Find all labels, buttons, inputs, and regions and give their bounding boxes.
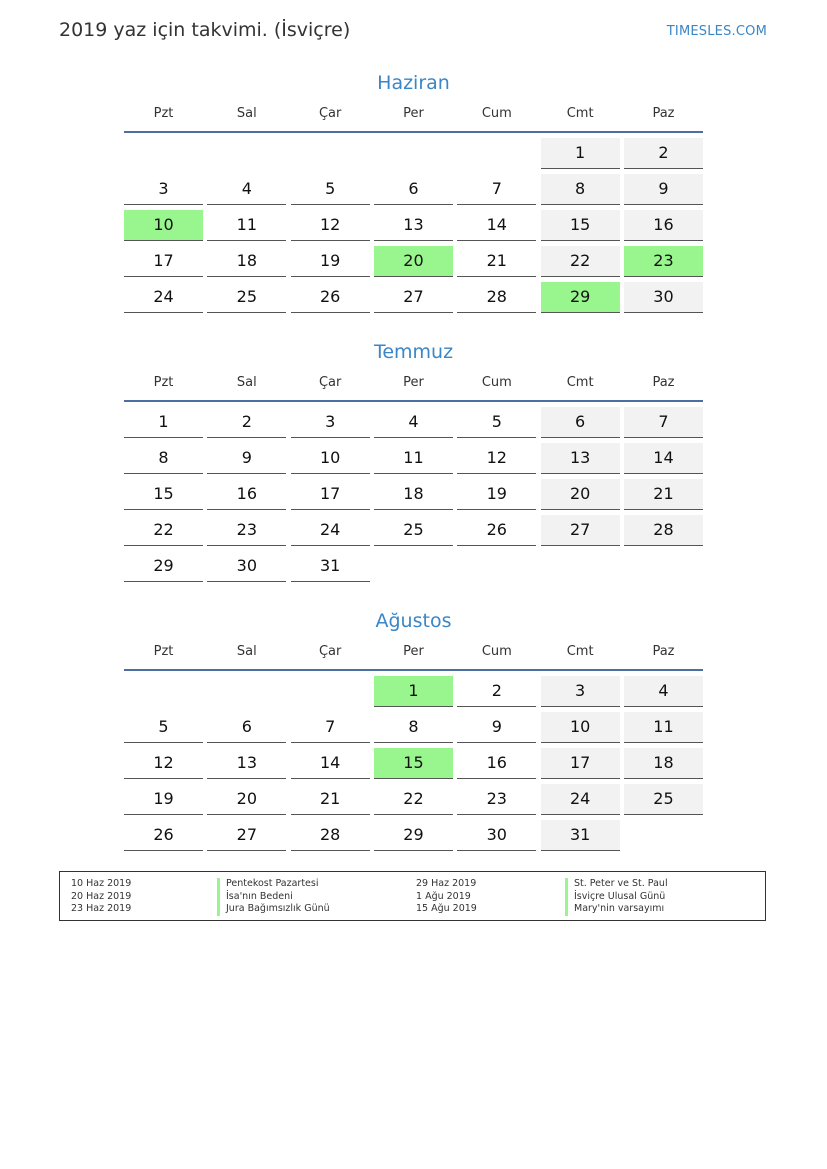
day-cell[interactable]: 22	[374, 784, 453, 815]
day-cell[interactable]: 16	[624, 210, 703, 241]
day-cell[interactable]: 17	[124, 246, 203, 277]
week-row	[124, 479, 703, 510]
day-cell[interactable]: 29	[374, 820, 453, 851]
legend-date: 29 Haz 2019	[416, 878, 477, 889]
weekday-label: Cum	[481, 644, 512, 659]
day-cell[interactable]: 7	[624, 407, 703, 438]
day-cell[interactable]: 31	[291, 551, 370, 582]
day-cell[interactable]: 29	[541, 282, 620, 313]
day-cell[interactable]: 6	[207, 712, 286, 743]
day-cell[interactable]: 16	[207, 479, 286, 510]
day-cell[interactable]: 23	[207, 515, 286, 546]
weekday-label: Per	[403, 644, 424, 659]
legend-date: 1 Ağu 2019	[416, 890, 471, 902]
weekday-label: Cum	[481, 106, 512, 121]
weekday-label: Sal	[236, 106, 257, 121]
weekday-label: Çar	[318, 375, 342, 390]
day-cell[interactable]: 30	[624, 282, 703, 313]
day-cell[interactable]: 30	[457, 820, 536, 851]
day-cell[interactable]: 4	[207, 174, 286, 205]
day-cell[interactable]: 26	[457, 515, 536, 546]
day-cell[interactable]: 6	[374, 174, 453, 205]
day-cell[interactable]: 17	[541, 748, 620, 779]
weeks-grid	[124, 133, 703, 313]
day-cell[interactable]: 22	[124, 515, 203, 546]
day-cell[interactable]: 28	[291, 820, 370, 851]
day-cell[interactable]: 14	[457, 210, 536, 241]
empty-day-cell	[291, 676, 370, 706]
day-cell[interactable]: 21	[291, 784, 370, 815]
month-0	[124, 70, 703, 313]
day-cell[interactable]: 25	[624, 784, 703, 815]
empty-day-cell	[374, 551, 453, 581]
day-cell[interactable]: 12	[457, 443, 536, 474]
weekday-label: Sal	[236, 375, 257, 390]
week-row	[124, 138, 703, 169]
day-cell[interactable]: 24	[291, 515, 370, 546]
day-cell[interactable]: 28	[624, 515, 703, 546]
day-cell[interactable]: 18	[374, 479, 453, 510]
month-1	[124, 339, 703, 582]
day-cell[interactable]: 15	[541, 210, 620, 241]
day-cell[interactable]: 1	[374, 676, 453, 707]
day-cell[interactable]: 18	[624, 748, 703, 779]
weekday-label: Cmt	[566, 106, 594, 121]
day-cell[interactable]: 9	[207, 443, 286, 474]
day-cell[interactable]: 15	[124, 479, 203, 510]
empty-day-cell	[457, 551, 536, 581]
empty-day-cell	[541, 551, 620, 581]
weekday-label: Pzt	[153, 106, 174, 121]
day-cell[interactable]: 17	[291, 479, 370, 510]
day-cell[interactable]: 10	[291, 443, 370, 474]
weekday-label: Per	[403, 375, 424, 390]
week-row	[124, 174, 703, 205]
week-row	[124, 443, 703, 474]
empty-day-cell	[291, 138, 370, 168]
week-row	[124, 820, 703, 851]
weekday-label: Paz	[652, 106, 675, 121]
weekday-label: Paz	[652, 375, 675, 390]
day-cell[interactable]: 12	[291, 210, 370, 241]
day-cell[interactable]: 27	[374, 282, 453, 313]
day-cell[interactable]: 9	[457, 712, 536, 743]
day-cell[interactable]: 22	[541, 246, 620, 277]
day-cell[interactable]: 27	[541, 515, 620, 546]
week-row	[124, 551, 703, 582]
day-cell[interactable]: 4	[624, 676, 703, 707]
weekday-header	[124, 643, 703, 671]
day-cell[interactable]: 28	[457, 282, 536, 313]
legend-holiday-name: St. Peter ve St. Paul	[574, 878, 668, 889]
day-cell[interactable]: 6	[541, 407, 620, 438]
day-cell[interactable]: 7	[457, 174, 536, 205]
day-cell[interactable]: 13	[207, 748, 286, 779]
day-cell[interactable]: 20	[541, 479, 620, 510]
day-cell[interactable]: 15	[374, 748, 453, 779]
day-cell[interactable]: 31	[541, 820, 620, 851]
day-cell[interactable]: 24	[124, 282, 203, 313]
day-cell[interactable]: 27	[207, 820, 286, 851]
day-cell[interactable]: 11	[374, 443, 453, 474]
day-cell[interactable]: 13	[541, 443, 620, 474]
week-row	[124, 246, 703, 277]
day-cell[interactable]: 10	[124, 210, 203, 241]
day-cell[interactable]: 30	[207, 551, 286, 582]
page-title: 2019 yaz için takvimi. (İsviçre)	[59, 19, 351, 41]
day-cell[interactable]: 3	[291, 407, 370, 438]
legend-holiday-name: Pentekost Pazartesi	[226, 878, 319, 889]
day-cell[interactable]: 25	[374, 515, 453, 546]
day-cell[interactable]: 1	[124, 407, 203, 438]
weekday-label: Pzt	[153, 644, 174, 659]
empty-day-cell	[624, 820, 703, 850]
month-title: Ağustos	[375, 610, 452, 632]
week-row	[124, 784, 703, 815]
day-cell[interactable]: 16	[457, 748, 536, 779]
week-row	[124, 282, 703, 313]
day-cell[interactable]: 5	[291, 174, 370, 205]
weekday-label: Çar	[318, 644, 342, 659]
weeks-grid	[124, 402, 703, 582]
day-cell[interactable]: 7	[291, 712, 370, 743]
weekday-header	[124, 105, 703, 133]
weekday-label: Sal	[236, 644, 257, 659]
week-row	[124, 407, 703, 438]
day-cell[interactable]: 14	[291, 748, 370, 779]
day-cell[interactable]: 24	[541, 784, 620, 815]
day-cell[interactable]: 29	[124, 551, 203, 582]
day-cell[interactable]: 10	[541, 712, 620, 743]
day-cell[interactable]: 18	[207, 246, 286, 277]
empty-day-cell	[124, 676, 203, 706]
day-cell[interactable]: 3	[124, 174, 203, 205]
empty-day-cell	[207, 138, 286, 168]
legend-right-names	[565, 878, 668, 916]
empty-day-cell	[624, 551, 703, 581]
day-cell[interactable]: 8	[541, 174, 620, 205]
day-cell[interactable]: 19	[291, 246, 370, 277]
day-cell[interactable]: 26	[291, 282, 370, 313]
legend-date: 15 Ağu 2019	[416, 903, 477, 914]
month-2	[124, 608, 703, 851]
day-cell[interactable]: 4	[374, 407, 453, 438]
week-row	[124, 210, 703, 241]
month-title: Temmuz	[373, 341, 454, 363]
empty-day-cell	[457, 138, 536, 168]
week-row	[124, 748, 703, 779]
day-cell[interactable]: 3	[541, 676, 620, 707]
day-cell[interactable]: 21	[457, 246, 536, 277]
day-cell[interactable]: 25	[207, 282, 286, 313]
empty-day-cell	[124, 138, 203, 168]
weekday-label: Paz	[652, 644, 675, 659]
month-title: Haziran	[377, 72, 450, 94]
weekday-header	[124, 374, 703, 402]
week-row	[124, 712, 703, 743]
day-cell[interactable]: 19	[124, 784, 203, 815]
day-cell[interactable]: 21	[624, 479, 703, 510]
weekday-label: Cmt	[566, 644, 594, 659]
legend-holiday-name: İsviçre Ulusal Günü	[574, 890, 666, 902]
day-cell[interactable]: 20	[207, 784, 286, 815]
day-cell[interactable]: 5	[124, 712, 203, 743]
day-cell[interactable]: 12	[124, 748, 203, 779]
day-cell[interactable]: 8	[124, 443, 203, 474]
day-cell[interactable]: 13	[374, 210, 453, 241]
weekday-label: Per	[403, 106, 424, 121]
day-cell[interactable]: 20	[374, 246, 453, 277]
day-cell[interactable]: 26	[124, 820, 203, 851]
legend-holiday-name: Jura Bağımsızlık Günü	[226, 903, 330, 914]
day-cell[interactable]: 11	[624, 712, 703, 743]
day-cell[interactable]: 9	[624, 174, 703, 205]
legend-right-dates	[416, 878, 477, 916]
weekday-label: Pzt	[153, 375, 174, 390]
legend-date: 20 Haz 2019	[71, 890, 132, 902]
day-cell[interactable]: 19	[457, 479, 536, 510]
day-cell[interactable]: 2	[624, 138, 703, 169]
day-cell[interactable]: 14	[624, 443, 703, 474]
weeks-grid	[124, 671, 703, 851]
weekday-label: Çar	[318, 106, 342, 121]
empty-day-cell	[207, 676, 286, 706]
day-cell[interactable]: 2	[457, 676, 536, 707]
day-cell[interactable]: 11	[207, 210, 286, 241]
site-link[interactable]: TIMESLES.COM	[666, 24, 767, 39]
day-cell[interactable]: 23	[457, 784, 536, 815]
week-row	[124, 515, 703, 546]
day-cell[interactable]: 5	[457, 407, 536, 438]
legend-left-dates	[71, 878, 131, 916]
day-cell[interactable]: 23	[624, 246, 703, 277]
legend-holiday-name: İsa'nın Bedeni	[226, 890, 293, 902]
legend-date: 23 Haz 2019	[71, 903, 132, 914]
weekday-label: Cmt	[566, 375, 594, 390]
empty-day-cell	[374, 138, 453, 168]
legend-holiday-name: Mary'nin varsayımı	[574, 903, 665, 914]
legend-date: 10 Haz 2019	[71, 878, 132, 889]
legend-left-names	[217, 878, 330, 916]
week-row	[124, 676, 703, 707]
holiday-legend	[59, 871, 766, 921]
day-cell[interactable]: 2	[207, 407, 286, 438]
day-cell[interactable]: 8	[374, 712, 453, 743]
weekday-label: Cum	[481, 375, 512, 390]
day-cell[interactable]: 1	[541, 138, 620, 169]
